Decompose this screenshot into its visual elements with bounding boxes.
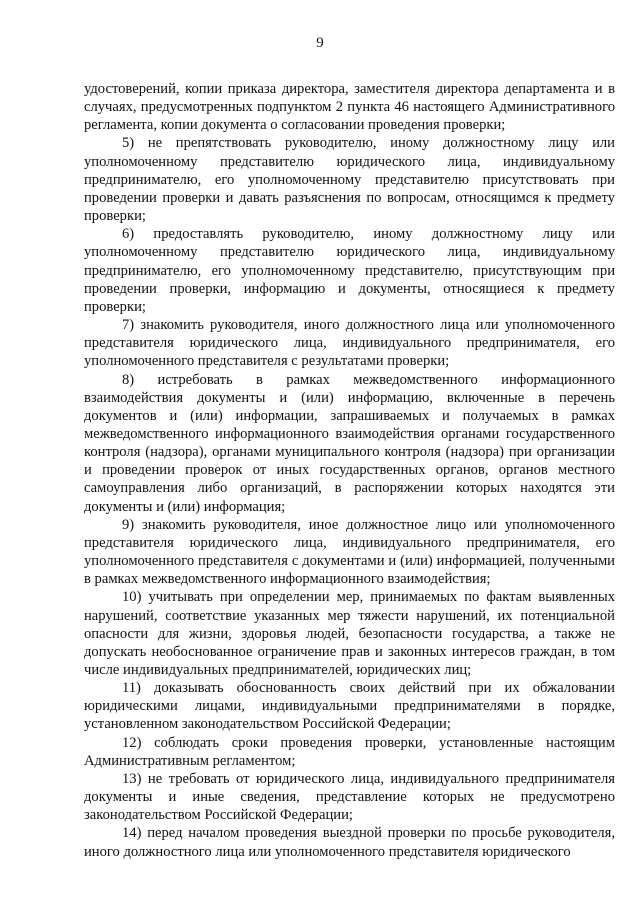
body-paragraph: 14) перед началом проведения выездной проверки по просьбе руководителя, иного должностного лица или уполномоченного представителя юридического xyxy=(84,825,615,860)
body-paragraph: 6) предоставлять руководителю, иному должностному лицу или уполномоченному представителю юридического лица, индивидуальному предпринимателю, его уполномоченному представителю, присутствующим при проведении проверки, информацию и документы, относящиеся к предмету проверки; xyxy=(84,226,615,315)
document-body xyxy=(84,80,615,861)
body-paragraph: 11) доказывать обоснованность своих действий при их обжаловании юридическими лицами, индивидуальными предпринимателями в порядке, установленном законодательством Российской Федерации; xyxy=(84,680,615,733)
body-paragraph: 9) знакомить руководителя, иное должностное лицо или уполномоченного представителя юридического лица, индивидуального предпринимателя, его уполномоченного представителя с документами и (или) информацией, полученными в рамках межведомственного информационного взаимодействия; xyxy=(84,516,615,588)
body-paragraph: удостоверений, копии приказа директора, заместителя директора департамента и в случаях, предусмотренных подпунктом 2 пункта 46 настоящего Административного регламента, копии документа о согласовании проведения проверки; xyxy=(84,81,615,134)
page-number: 9 xyxy=(316,35,324,51)
body-paragraph: 8) истребовать в рамках межведомственного информационного взаимодействия документы и (или) информацию, включенные в перечень документов и (или) информации, запрашиваемых и получаемых в рамках межведомственного информационного взаимодействия органами государственного контроля (надзора), органами муниципального контроля (надзора) при организации и проведении проверок от иных государственных органов, органов местного самоуправления либо организаций, в распоряжении которых находятся эти документы и (или) информация; xyxy=(84,371,615,515)
body-paragraph: 7) знакомить руководителя, иного должностного лица или уполномоченного представителя юридического лица, индивидуального предпринимателя, его уполномоченного представителя с результатами проверки; xyxy=(84,317,615,370)
body-paragraph: 12) соблюдать сроки проведения проверки, установленные настоящим Административным регламентом; xyxy=(84,734,615,769)
body-paragraph: 10) учитывать при определении мер, принимаемых по фактам выявленных нарушений, соответствие указанных мер тяжести нарушений, их потенциальной опасности для жизни, здоровья людей, безопасности государства, а также не допускать необоснованное ограничение прав и законных интересов граждан, в том числе индивидуальных предпринимателей, юридических лиц; xyxy=(84,589,615,678)
body-paragraph: 13) не требовать от юридического лица, индивидуального предпринимателя документы и иные сведения, представление которых не предусмотрено законодательством Российской Федерации; xyxy=(84,770,615,824)
body-paragraph: 5) не препятствовать руководителю, иному должностному лицу или уполномоченному представителю юридического лица, индивидуальному предпринимателю, его уполномоченному представителю присутствовать при проведении проверки и давать разъяснения по вопросам, относящимся к предмету проверки; xyxy=(84,135,615,225)
